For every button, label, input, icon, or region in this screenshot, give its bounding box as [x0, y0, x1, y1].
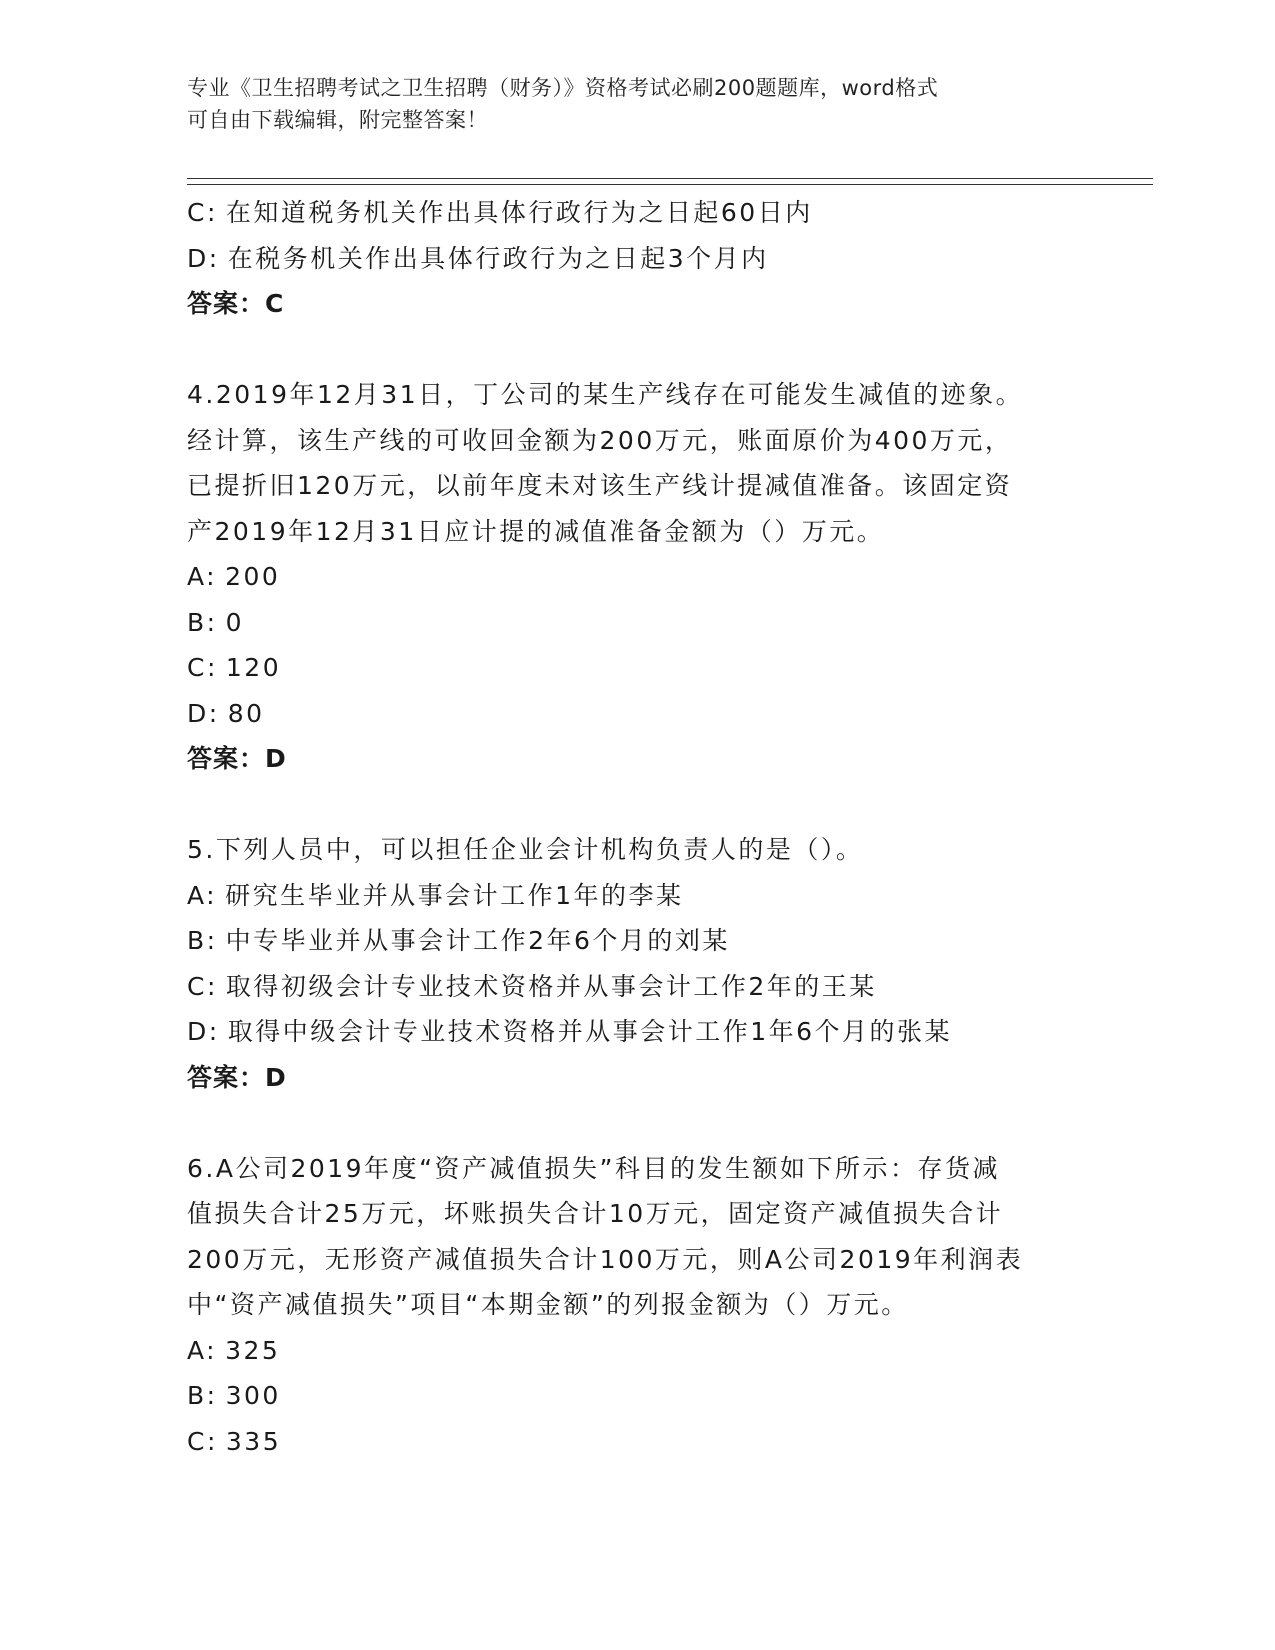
option-text: 325 [225, 1335, 281, 1365]
question-text-line: 中“资产减值损失”项目“本期金额”的列报金额为（）万元。 [187, 1290, 909, 1319]
option-label: C: [187, 971, 218, 1001]
option-text: 取得初级会计专业技术资格并从事会计工作2年的王某 [225, 971, 877, 1001]
option-label: B: [187, 607, 218, 637]
question-list [187, 190, 1087, 1464]
question-text-line: 经计算，该生产线的可收回金额为200万元，账面原价为400万元， [187, 425, 1013, 455]
question-text-line: 4.2019年12月31日，丁公司的某生产线存在可能发生减值的迹象。 [187, 380, 1024, 409]
option-text: 研究生毕业并从事会计工作1年的李某 [225, 880, 684, 910]
option-a [187, 873, 1087, 919]
header-divider-bottom [187, 184, 1153, 185]
option-label: A: [187, 880, 218, 910]
option-a [187, 554, 1087, 600]
option-b [187, 1373, 1087, 1419]
option-d [187, 1009, 1087, 1055]
option-text: 0 [225, 607, 244, 637]
option-text: 120 [225, 653, 282, 682]
option-d [187, 691, 1087, 737]
header-title-line-2: 可自由下载编辑，附完整答案！ [187, 108, 488, 132]
option-d [187, 236, 1087, 282]
option-label: C: [187, 1426, 218, 1456]
option-label: D: [187, 1017, 220, 1046]
spacer [187, 782, 1087, 828]
question-text-line: 200万元，无形资产减值损失合计100万元，则A公司2019年利润表 [187, 1244, 1024, 1274]
question-3-tail [187, 190, 1087, 327]
option-label: A: [187, 562, 218, 591]
option-text: 335 [225, 1426, 282, 1456]
question-text-line: 已提折旧120万元，以前年度未对该生产线计提减值准备。该固定资 [187, 471, 1013, 500]
option-c [187, 1419, 1087, 1465]
option-label: C: [187, 198, 218, 227]
question-text-line: 值损失合计25万元，坏账损失合计10万元，固定资产减值损失合计 [187, 1199, 1004, 1228]
question-text-line: 产2019年12月31日应计提的减值准备金额为（）万元。 [187, 516, 885, 546]
question-4 [187, 372, 1087, 782]
option-label: A: [187, 1335, 218, 1365]
option-a [187, 1328, 1087, 1374]
option-text: 中专毕业并从事会计工作2年6个月的刘某 [225, 926, 730, 955]
option-label: D: [187, 698, 220, 728]
option-label: B: [187, 1381, 218, 1410]
option-c [187, 190, 1087, 236]
spacer [187, 327, 1087, 373]
option-text: 300 [225, 1381, 281, 1410]
header-title-line-1: 专业《卫生招聘考试之卫生招聘（财务）》资格考试必刷200题题库，word格式 [187, 76, 939, 100]
document-header [187, 72, 1067, 136]
header-divider-top [187, 178, 1153, 179]
option-c [187, 964, 1087, 1010]
option-text: 取得中级会计专业技术资格并从事会计工作1年6个月的张某 [227, 1017, 953, 1046]
option-text: 在税务机关作出具体行政行为之日起3个月内 [227, 243, 769, 273]
option-text: 80 [227, 698, 265, 728]
option-b [187, 600, 1087, 646]
option-label: C: [187, 653, 218, 682]
answer-line: 答案：C [187, 289, 285, 318]
question-text-line: 5.下列人员中，可以担任企业会计机构负责人的是（）。 [187, 835, 864, 864]
question-text-line: 6.A公司2019年度“资产减值损失”科目的发生额如下所示：存货减 [187, 1153, 1000, 1183]
option-label: B: [187, 926, 218, 955]
answer-line: 答案：D [187, 1062, 287, 1092]
option-label: D: [187, 243, 220, 273]
spacer [187, 1100, 1087, 1146]
option-b [187, 918, 1087, 964]
option-text: 200 [225, 562, 281, 591]
answer-line: 答案：D [187, 744, 287, 773]
question-5 [187, 827, 1087, 1100]
option-text: 在知道税务机关作出具体行政行为之日起60日内 [225, 198, 813, 227]
option-c [187, 645, 1087, 691]
question-6 [187, 1146, 1087, 1465]
